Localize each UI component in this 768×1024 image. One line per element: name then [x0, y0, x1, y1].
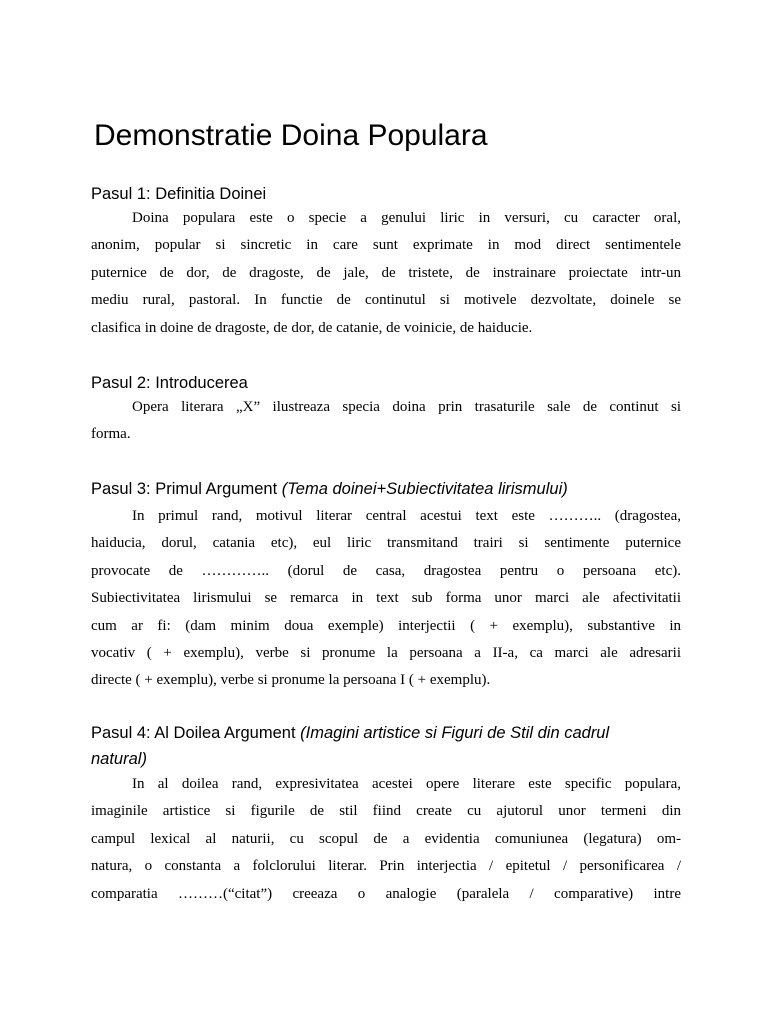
paragraph-line: mediu rural, pastoral. In functie de continutul si motivele dezvoltate, doinele se — [91, 292, 681, 309]
section-heading-subtitle-continued: natural) — [91, 750, 147, 768]
paragraph-line: comparatia ………(“citat”) creeaza o analogie (paralela / comparative) intre — [91, 885, 681, 902]
paragraph-line: Subiectivitatea lirismului se remarca in text sub forma unor marci ale afectivitatii — [91, 590, 681, 607]
section-heading-text: Pasul 1: Definitia Doinei — [91, 185, 267, 203]
section-heading-subtitle: (Tema doinei+Subiectivitatea lirismului) — [281, 480, 568, 498]
section-paragraph-step-4 — [91, 771, 681, 908]
section-paragraph-step-1 — [91, 205, 681, 342]
section-heading-subtitle: (Imagini artistice si Figuri de Stil din cadrul — [300, 724, 610, 742]
section-heading-step-4-continued — [91, 746, 147, 772]
paragraph-line: provocate de ………….. (dorul de casa, dragostea pentru o persoana etc). — [91, 562, 681, 579]
paragraph-line: forma. — [91, 426, 131, 443]
paragraph-line: cum ar fi: (dam minim doua exemple) interjectii ( + exemplu), substantive in — [91, 617, 681, 634]
paragraph-line: puternice de dor, de dragoste, de jale, de tristete, de instrainare proiectate intr-un — [91, 264, 681, 281]
section-heading-text: Pasul 4: Al Doilea Argument — [91, 724, 301, 742]
paragraph-line: vocativ ( + exemplu), verbe si pronume la persoana a II-a, ca marci ale adresarii — [91, 645, 681, 662]
paragraph-line: imaginile artistice si figurile de stil fiind create cu ajutorul unor termeni din — [91, 803, 681, 820]
paragraph-line: natura, o constanta a folclorului literar. Prin interjectia / epitetul / personificarea / — [91, 858, 681, 875]
paragraph-line: clasifica in doine de dragoste, de dor, de catanie, de voinicie, de haiducie. — [91, 319, 533, 336]
paragraph-line: campul lexical al naturii, cu scopul de a evidentia comuniunea (legatura) om- — [91, 830, 681, 847]
section-heading-step-2 — [91, 370, 248, 396]
document-title: Demonstratie Doina Populara — [94, 119, 488, 152]
paragraph-line: haiducia, dorul, catania etc), eul liric transmitand trairi si sentimente puternice — [91, 535, 681, 552]
section-heading-step-4 — [91, 720, 609, 746]
section-heading-step-3 — [91, 476, 568, 502]
section-heading-text: Pasul 3: Primul Argument — [91, 480, 282, 498]
section-heading-step-1 — [91, 181, 266, 207]
paragraph-line: Opera literara „X” ilustreaza specia doina prin trasaturile sale de continut si — [132, 399, 681, 415]
paragraph-line: In primul rand, motivul literar central acestui text este ……….. (dragostea, — [132, 508, 681, 524]
paragraph-line: anonim, popular si sincretic in care sunt exprimate in mod direct sentimentele — [91, 237, 681, 254]
paragraph-line: Doina populara este o specie a genului liric in versuri, cu caracter oral, — [132, 210, 681, 226]
section-paragraph-step-3 — [91, 503, 681, 695]
section-paragraph-step-2 — [91, 394, 681, 449]
paragraph-line: In al doilea rand, expresivitatea acestei opere literare este specific populara, — [132, 776, 681, 792]
section-heading-text: Pasul 2: Introducerea — [91, 374, 248, 392]
paragraph-line: directe ( + exemplu), verbe si pronume la persoana I ( + exemplu). — [91, 672, 491, 689]
